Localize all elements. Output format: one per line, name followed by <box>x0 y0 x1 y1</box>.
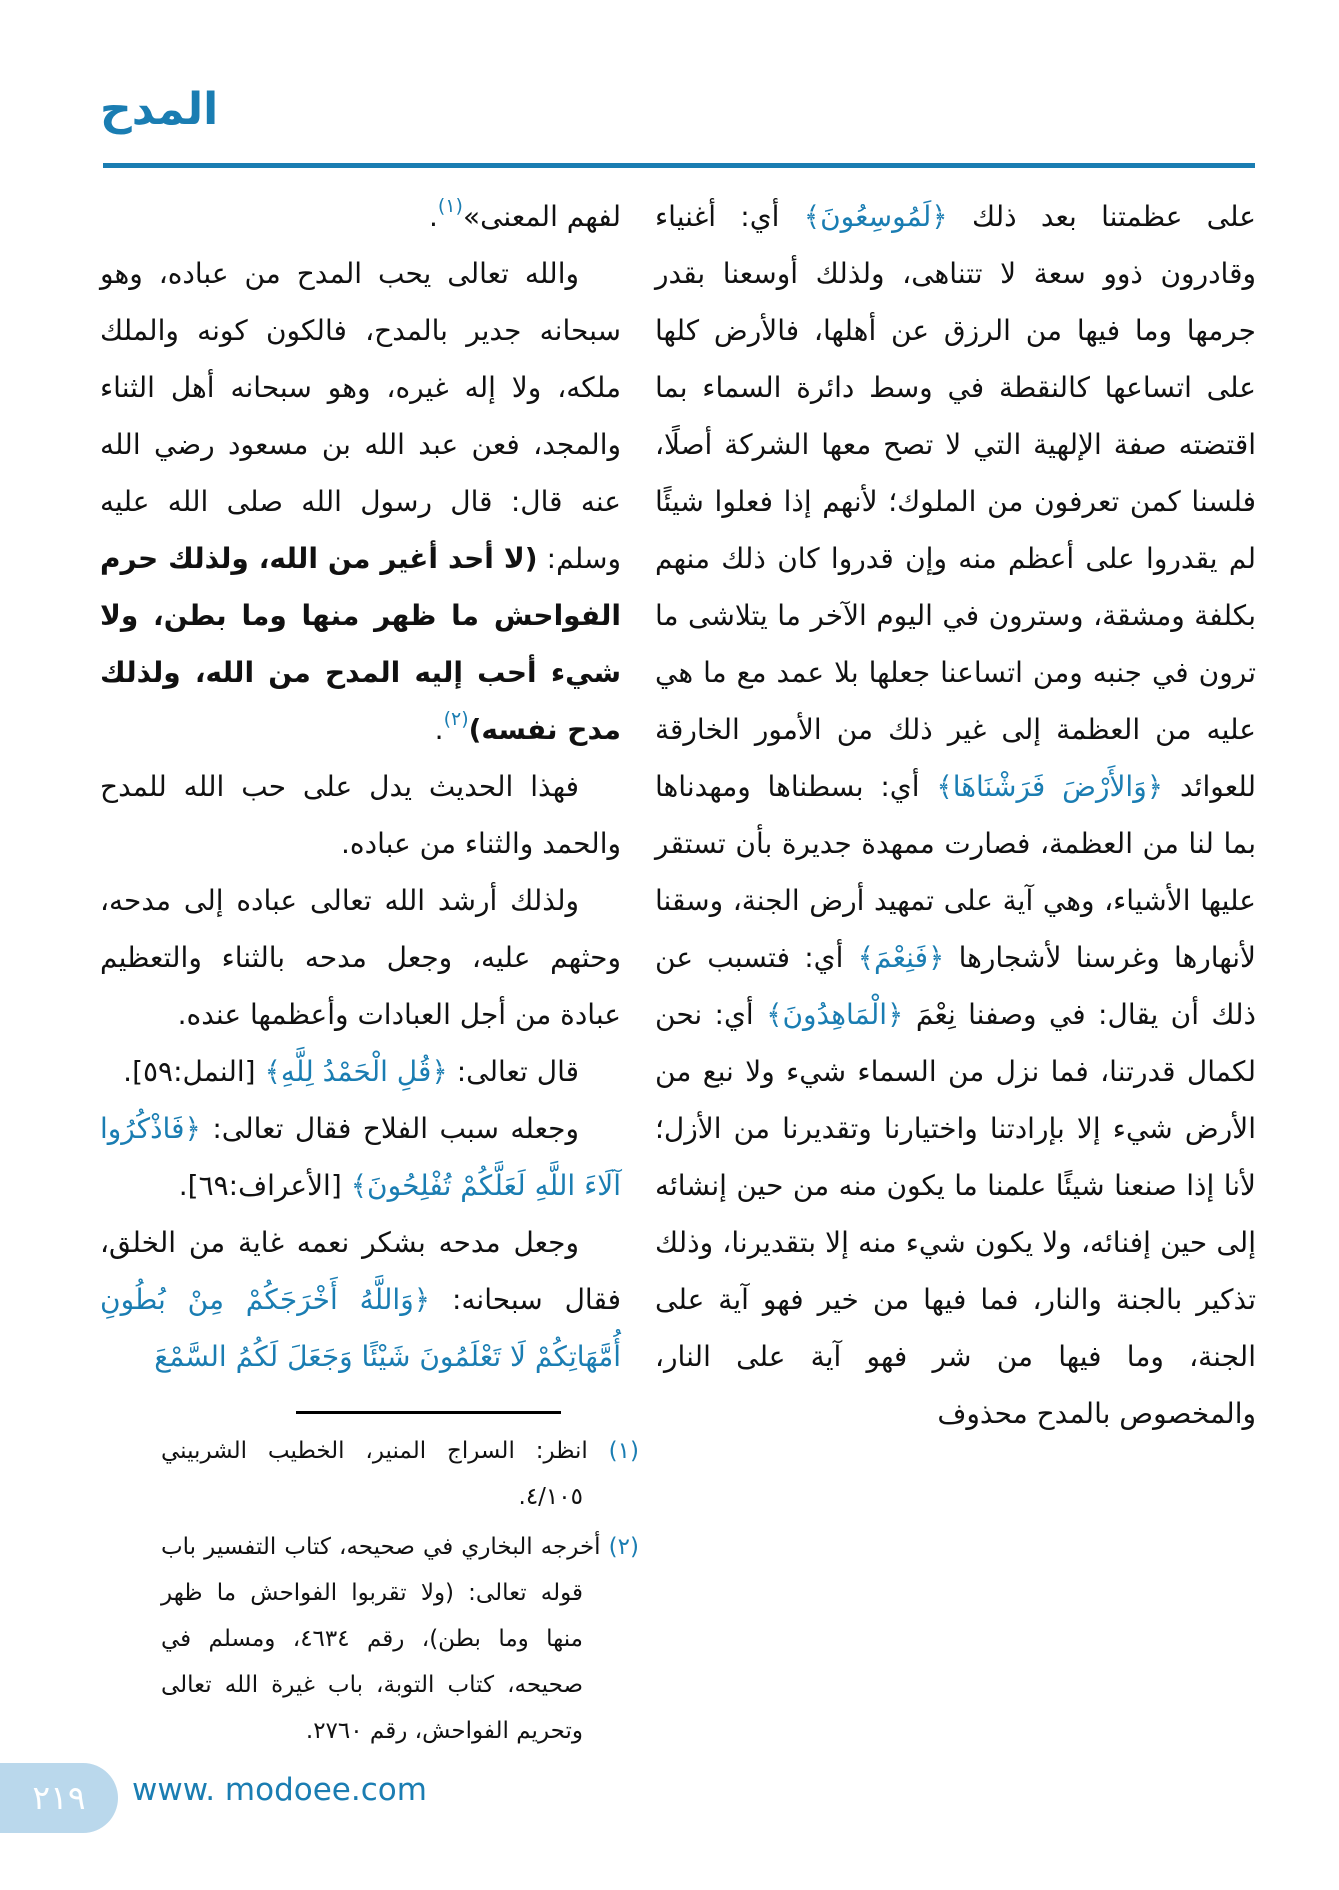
text-run: أي: بسطناها ومهدناها بما لنا من العظمة، فصارت ممهدة جديرة بأن تستقر عليها الأشياء، وهي آية على تمهيد أرض الجنة، وسقنا لأنهارها وغرسنا لأشجارها <box>655 770 1256 974</box>
text-run: قال تعالى: <box>447 1055 579 1088</box>
quran-verse: ﴿الْمَاهِدُونَ﴾ <box>766 998 904 1031</box>
paragraph <box>100 188 621 245</box>
left-text-column <box>100 188 639 1758</box>
quran-verse: ﴿فَنِعْمَ﴾ <box>857 941 945 974</box>
page-number: ٢١٩ <box>32 1778 86 1817</box>
quran-verse: ﴿قُلِ الْحَمْدُ لِلَّهِ﴾ <box>264 1055 448 1088</box>
text-run: أي: فتسبب عن ذلك أن يقال: في وصفنا نِعْمَ <box>655 941 1256 1031</box>
footnote-marker: (٢) <box>600 1534 639 1560</box>
text-run: لفهم المعنى» <box>462 200 621 233</box>
text-run: أي: أغنياء وقادرون ذوو سعة لا تتناهى، ولذلك أوسعنا بقدر جرمها وما فيها من الرزق عن أهلها، فالأرض كلها على اتساعها كالنقطة في وسط دائرة السماء بما اقتضته صفة الإلهية التي لا تصح معها الشركة أصلًا، فلسنا كمن تعرفون من الملوك؛ لأنهم إذا فعلوا شيئًا لم يقدروا على أعظم منه وإن قدروا كان ذلك منهم بكلفة ومشقة، وسترون في اليوم الآخر ما يتلاشى ما ترون في جنبه ومن اتساعنا جعلها بلا عمد مع ما هي عليه من العظمة إلى غير ذلك من الأمور الخارقة للعوائد <box>655 200 1257 803</box>
quran-verse: ﴿فَاذْكُرُوا آلَاءَ اللَّهِ لَعَلَّكُمْ تُفْلِحُونَ﴾ <box>100 1112 621 1202</box>
header-rule-line <box>103 163 1255 168</box>
footnote-item <box>161 1524 639 1754</box>
text-run: . <box>178 1169 188 1202</box>
verse-reference: [النمل:٥٩] <box>132 1055 265 1088</box>
text-run: ولذلك أرشد الله تعالى عباده إلى مدحه، وحثهم عليه، وجعل مدحه بالثناء والتعظيم عبادة من أجل العبادات وأعظمها عنده. <box>100 884 621 1031</box>
footnote-reference: (١) <box>437 195 463 217</box>
text-run: أي: نحن لكمال قدرتنا، فما نزل من السماء شيء ولا نبع من الأرض شيء إلا بإرادتنا واختيارنا وتقديرنا من الأزل؛ لأنا إذا صنعنا شيئًا علمنا ما يكون منه من حين إنشائه إلى حين إفنائه، ولا يكون شيء منه إلا بتقديرنا، وذلك تذكير بالجنة والنار، فما فيها من خير فهو آية على الجنة، وما فيها من شر فهو آية على النار، والمخصوص بالمدح محذوف <box>655 998 1256 1430</box>
text-run: وجعله سبب الفلاح فقال تعالى: <box>200 1112 579 1145</box>
text-run: وجعل مدحه بشكر نعمه غاية من الخلق، فقال سبحانه: <box>100 1226 622 1316</box>
quran-verse: ﴿لَمُوسِعُونَ﴾ <box>803 200 948 233</box>
text-run: والله تعالى يحب المدح من عباده، وهو سبحانه جدير بالمدح، فالكون كونه والملك ملكه، ولا إله غيره، وهو سبحانه أهل الثناء والمجد، فعن عبد الله بن مسعود رضي الله عنه قال: قال رسول الله صلى الله عليه وسلم: <box>100 257 621 575</box>
text-run: . <box>428 200 438 233</box>
footnote-text: انظر: السراج المنير، الخطيب الشربيني ٤/١٠٥. <box>161 1438 588 1510</box>
right-text-column <box>655 188 1256 1442</box>
paragraph <box>100 758 621 872</box>
left-column-paragraphs <box>100 188 621 1385</box>
text-run: . <box>434 713 444 746</box>
footnote-text: أخرجه البخاري في صحيحه، كتاب التفسير باب قوله تعالى: (ولا تقربوا الفواحش ما ظهر منها وما بطن)، رقم ٤٦٣٤، ومسلم في صحيحه، كتاب التوبة، باب غيرة الله تعالى وتحريم الفواحش، رقم ٢٧٦٠. <box>161 1534 601 1744</box>
paragraph <box>100 245 621 758</box>
paragraph <box>100 1214 621 1385</box>
text-run: فهذا الحديث يدل على حب الله للمدح والحمد والثناء من عباده. <box>100 770 621 860</box>
paragraph <box>100 872 621 1043</box>
website-url: www. modoee.com <box>132 1772 427 1808</box>
chapter-title: المدح <box>100 84 219 135</box>
verse-reference: [الأعراف:٦٩] <box>187 1169 351 1202</box>
hadith-text: (لا أحد أغير من الله، ولذلك حرم الفواحش ما ظهر منها وما بطن، ولا شيء أحب إليه المدح من الله، ولذلك مدح نفسه) <box>100 542 621 746</box>
footnote-divider-line <box>296 1411 561 1414</box>
paragraph <box>100 1100 621 1214</box>
footnote-marker: (١) <box>587 1438 639 1464</box>
footnotes-block <box>161 1428 639 1754</box>
footnote-item <box>161 1428 639 1520</box>
paragraph <box>100 1043 621 1100</box>
quran-verse: ﴿وَاللَّهُ أَخْرَجَكُمْ مِنْ بُطُونِ أُمَّهَاتِكُمْ لَا تَعْلَمُونَ شَيْئًا وَجَعَلَ لَكُمُ السَّمْعَ <box>100 1283 621 1373</box>
quran-verse: ﴿وَالأَرْضَ فَرَشْنَاهَا﴾ <box>936 770 1164 803</box>
footnote-reference: (٢) <box>443 708 469 730</box>
text-run: على عظمتنا بعد ذلك <box>947 200 1256 233</box>
page-number-badge <box>0 1763 118 1833</box>
paragraph <box>655 188 1256 1442</box>
text-run: . <box>123 1055 133 1088</box>
